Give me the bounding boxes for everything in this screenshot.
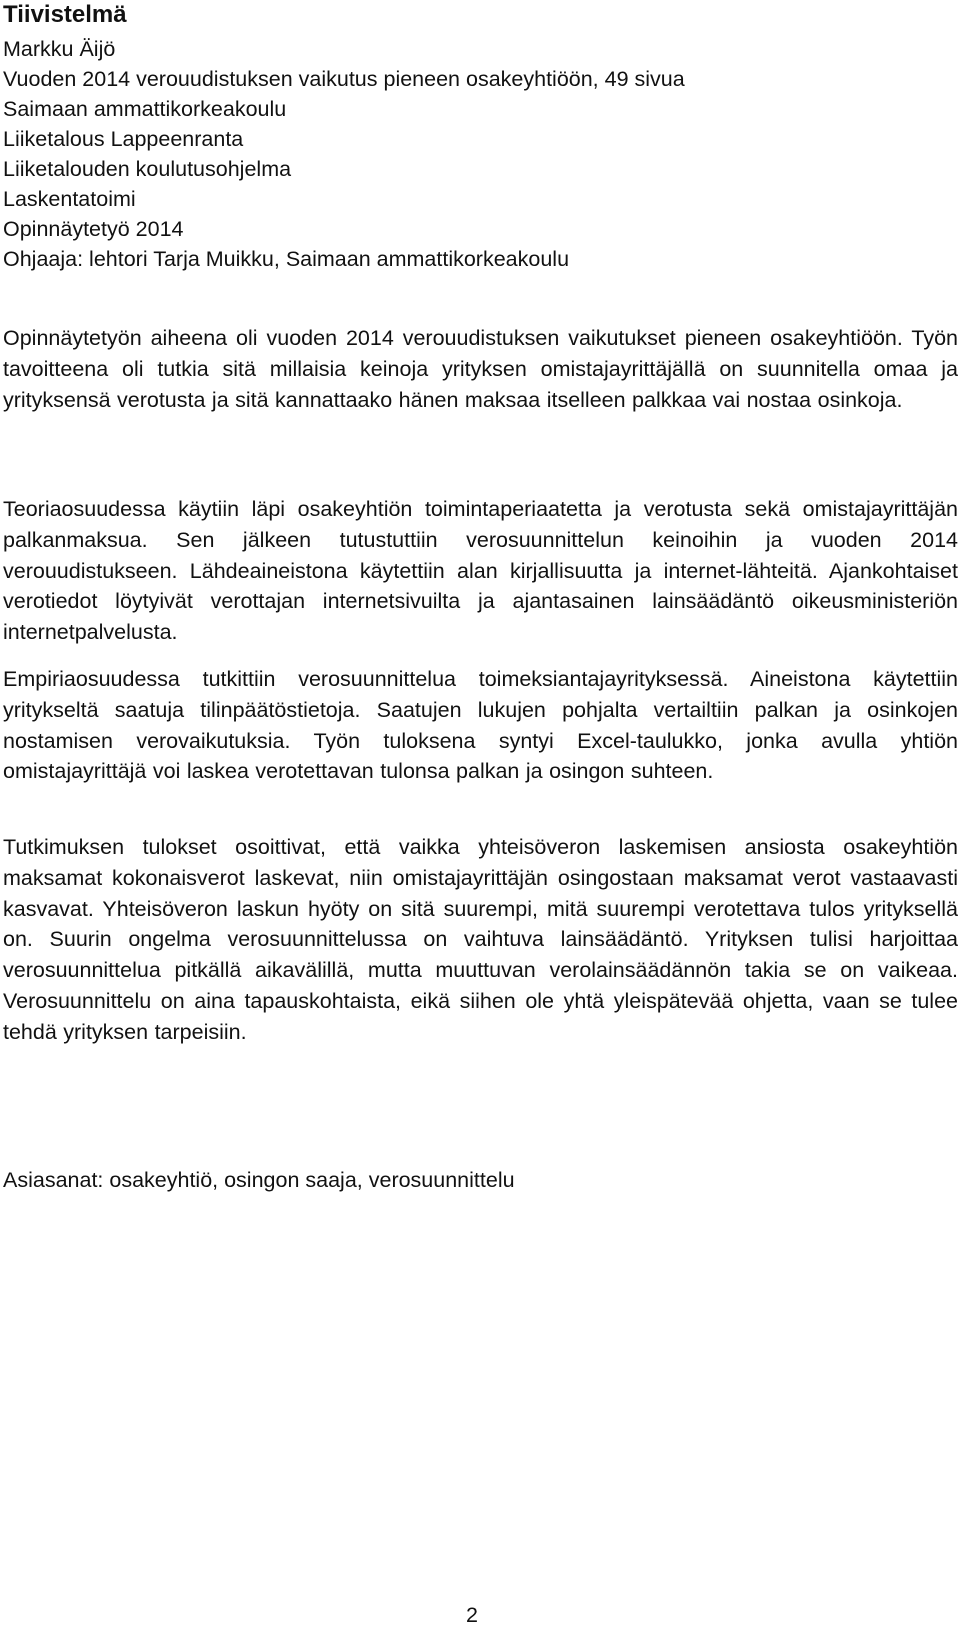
thesis-title: Vuoden 2014 verouudistuksen vaikutus pieneen osakeyhtiöön, 49 sivua — [3, 67, 685, 91]
abstract-paragraph-theory: Teoriaosuudessa käytiin läpi osakeyhtiön toimintaperiaatetta ja verotusta sekä omistajayrittäjän palkanmaksua. Sen jälkeen tutustuttiin verosuunnittelun keinoihin ja vuoden 2014 verouudistukseen. Lähdeaineistona käytettiin alan kirjallisuutta ja internet-lähteitä. Ajankohtaiset verotiedot löytyivät verottajan internetsivuilta ja ajantasainen lainsäädäntö oikeusministeriön internetpalvelusta. — [3, 497, 958, 645]
thesis-year: Opinnäytetyö 2014 — [3, 217, 184, 241]
abstract-paragraph-results: Tutkimuksen tulokset osoittivat, että vaikka yhteisöveron laskemisen ansiosta osakeyhtiön maksamat kokonaisverot laskevat, niin omistajayrittäjän osingostaan maksamat verot vastaavasti kasvavat. Yhteisöveron laskun hyöty on sitä suurempi, mitä suurempi verotettava tulos yrityksellä on. Suurin ongelma verosuunnittelussa on vaihtuva lainsäädäntö. Yrityksen tulisi harjoittaa verosuunnittelua pitkällä aikavälillä, mutta muuttuvan verolainsäädännön takia se on vaikeaa. Verosuunnittelu on aina tapauskohtaista, eikä siihen ole yhtä yleispätevää ohjetta, vaan se tulee tehdä yrityksen tarpeisiin. — [3, 835, 958, 1044]
page-title: Tiivistelmä — [3, 1, 127, 28]
thesis-metadata — [3, 34, 685, 274]
abstract-paragraph-empirical: Empiriaosuudessa tutkittiin verosuunnittelua toimeksiantajayrityksessä. Ainеistona käytettiin yritykseltä saatuja tilinpäätöstietoja. Saatujen lukujen pohjalta vertailtiin palkan ja osinkojen nostamisen verovaikutuksia. Työn tuloksena syntyi Excel-taulukko, jonka avulla yhtiön omistajayrittäjä voi laskea verotettavan tulonsa palkan ja osingon suhteen. — [3, 667, 958, 784]
page-number: 2 — [466, 1603, 478, 1627]
author-name: Markku Äijö — [3, 37, 116, 61]
institution: Saimaan ammattikorkeakoulu — [3, 97, 287, 121]
campus: Liiketalous Lappeenranta — [3, 127, 244, 151]
supervisor: Ohjaaja: lehtori Tarja Muikku, Saimaan ammattikorkeakoulu — [3, 247, 570, 271]
abstract-paragraph-topic: Opinnäytetyön aiheena oli vuoden 2014 verouudistuksen vaikutukset pieneen osakeyhtiöön. Työn tavoitteena oli tutkia sitä millaisia keinoja yrityksen omistajayrittäjällä on suunnitella omaa ja yrityksensä verotusta ja sitä kannattaako hänen maksaa itselleen palkkaa vai nostaa osinkoja. — [3, 326, 958, 412]
specialisation: Laskentatoimi — [3, 187, 136, 211]
degree-programme: Liiketalouden koulutusohjelma — [3, 157, 292, 181]
keywords: Asiasanat: osakeyhtiö, osingon saaja, verosuunnittelu — [3, 1168, 515, 1192]
